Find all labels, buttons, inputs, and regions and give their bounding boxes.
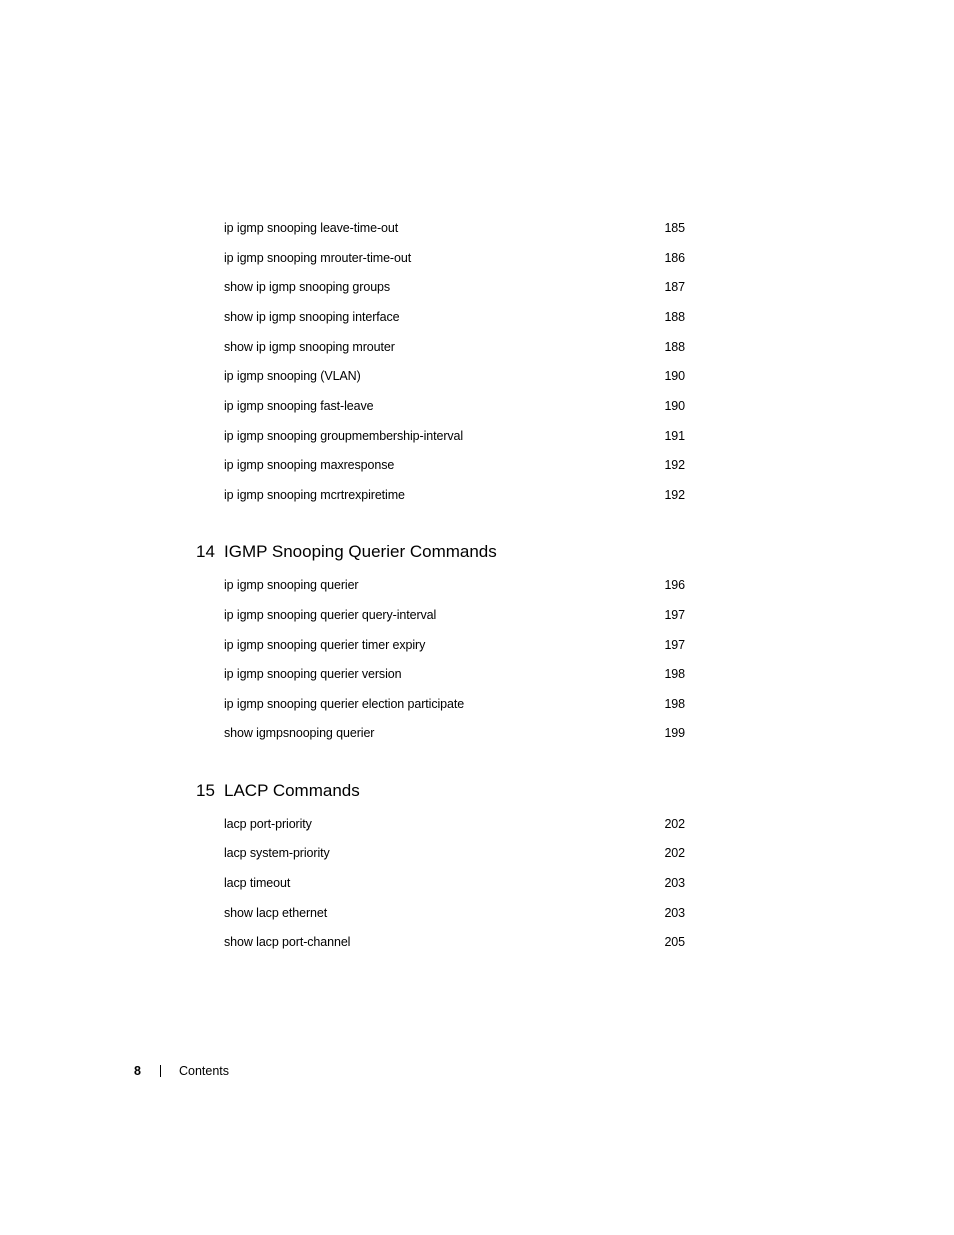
toc-entry-page: 185 <box>664 221 685 235</box>
chapter-heading[interactable] <box>196 778 360 804</box>
toc-entry-title: ip igmp snooping querier <box>224 578 359 592</box>
footer-divider <box>160 1065 161 1077</box>
toc-entry-title: ip igmp snooping maxresponse <box>224 458 395 472</box>
toc-entry-page: 202 <box>664 817 685 831</box>
toc-entry[interactable] <box>224 277 685 297</box>
footer-page-number: 8 <box>134 1064 141 1078</box>
toc-entry-title: ip igmp snooping querier query-interval <box>224 608 437 622</box>
toc-entry-title: lacp system-priority <box>224 846 330 860</box>
toc-entry-title: ip igmp snooping leave-time-out <box>224 221 399 235</box>
toc-entry[interactable] <box>224 485 685 505</box>
toc-entry[interactable] <box>224 366 685 386</box>
toc-entry[interactable] <box>224 932 685 952</box>
toc-entry-title: ip igmp snooping mrouter-time-out <box>224 251 412 265</box>
toc-entry-page: 186 <box>664 251 685 265</box>
toc-entry-page: 187 <box>664 280 685 294</box>
toc-entry-title: show ip igmp snooping mrouter <box>224 340 395 354</box>
toc-entry-title: lacp timeout <box>224 876 291 890</box>
toc-entry-page: 188 <box>664 340 685 354</box>
toc-entry-title: show igmpsnooping querier <box>224 726 375 740</box>
toc-entry[interactable] <box>224 307 685 327</box>
toc-entry-page: 205 <box>664 935 685 949</box>
toc-entry[interactable] <box>224 218 685 238</box>
toc-entry-page: 190 <box>664 399 685 413</box>
toc-entry-title: show lacp port-channel <box>224 935 351 949</box>
toc-entry-title: ip igmp snooping querier version <box>224 667 402 681</box>
toc-entry-title: ip igmp snooping querier election participate <box>224 697 465 711</box>
toc-entry-title: ip igmp snooping groupmembership-interval <box>224 429 464 443</box>
toc-entry-title: ip igmp snooping mcrtrexpiretime <box>224 488 405 502</box>
toc-entry[interactable] <box>224 455 685 475</box>
footer-section-label: Contents <box>179 1064 230 1078</box>
toc-entry-page: 196 <box>664 578 685 592</box>
toc-entry-title: lacp port-priority <box>224 817 312 831</box>
toc-entry[interactable] <box>224 814 685 834</box>
toc-entry-page: 203 <box>664 876 685 890</box>
toc-entry-page: 199 <box>664 726 685 740</box>
toc-entry[interactable] <box>224 903 685 923</box>
chapter-number: 14 <box>196 542 215 561</box>
toc-entry[interactable] <box>224 873 685 893</box>
toc-entry-page: 197 <box>664 638 685 652</box>
toc-entry[interactable] <box>224 426 685 446</box>
toc-entry[interactable] <box>224 843 685 863</box>
toc-entry-page: 191 <box>664 429 685 443</box>
toc-entry[interactable] <box>224 575 685 595</box>
chapter-heading[interactable] <box>196 539 497 565</box>
toc-entry[interactable] <box>224 248 685 268</box>
toc-entry-page: 203 <box>664 906 685 920</box>
toc-entry-page: 190 <box>664 369 685 383</box>
toc-entry[interactable] <box>224 694 685 714</box>
toc-entry[interactable] <box>224 635 685 655</box>
toc-entry[interactable] <box>224 396 685 416</box>
toc-entry-page: 188 <box>664 310 685 324</box>
toc-entry-title: ip igmp snooping querier timer expiry <box>224 638 426 652</box>
toc-entry[interactable] <box>224 664 685 684</box>
toc-entry-page: 202 <box>664 846 685 860</box>
toc-entry[interactable] <box>224 605 685 625</box>
toc-entry-page: 192 <box>664 488 685 502</box>
toc-entry-page: 197 <box>664 608 685 622</box>
chapter-title: LACP Commands <box>224 781 360 800</box>
chapter-number: 15 <box>196 781 215 800</box>
toc-entry-title: show ip igmp snooping groups <box>224 280 391 294</box>
toc-entry[interactable] <box>224 723 685 743</box>
toc-entry-title: ip igmp snooping fast-leave <box>224 399 374 413</box>
toc-entry-title: ip igmp snooping (VLAN) <box>224 369 361 383</box>
toc-entry-page: 198 <box>664 667 685 681</box>
chapter-title: IGMP Snooping Querier Commands <box>224 542 497 561</box>
toc-entry-title: show ip igmp snooping interface <box>224 310 400 324</box>
toc-entry[interactable] <box>224 337 685 357</box>
toc-entry-page: 198 <box>664 697 685 711</box>
toc-entry-page: 192 <box>664 458 685 472</box>
toc-entry-title: show lacp ethernet <box>224 906 328 920</box>
